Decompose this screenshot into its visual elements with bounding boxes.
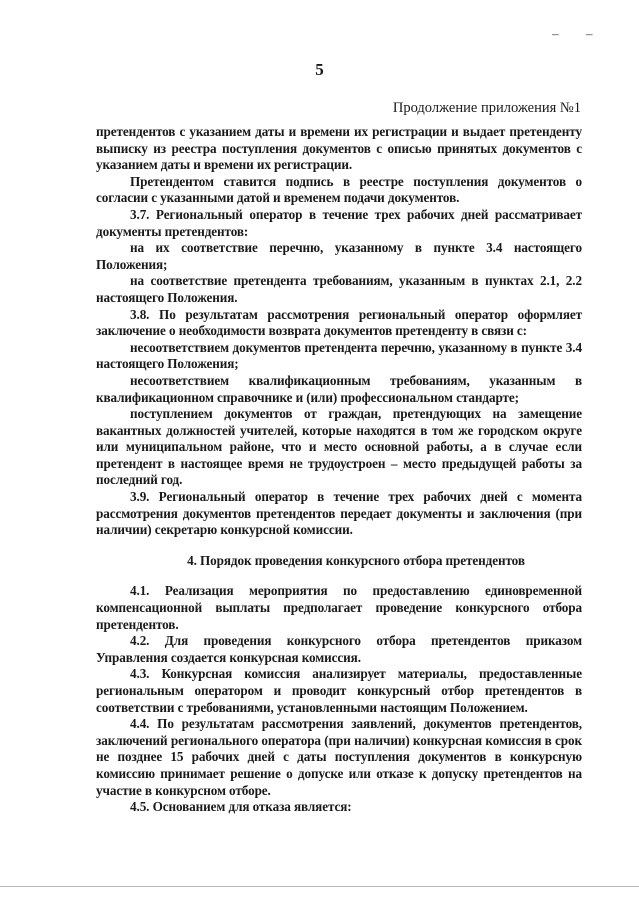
continuation-label: Продолжение приложения №1	[392, 100, 581, 116]
paragraph: 4.5. Основанием для отказа является:	[130, 799, 352, 815]
paragraph: 4.1. Реализация мероприятия по предоставлению единовременной компенсационной выплаты предполагает проведение конкурсного отбора претендентов.	[96, 583, 582, 632]
spacer	[96, 539, 582, 553]
page-number: 5	[315, 60, 324, 79]
paragraph: 4.4. По результатам рассмотрения заявлений, документов претендентов, заключений регионального оператора (при наличии) конкурсная комиссия в срок не позднее 15 рабочих дней с даты поступления документов в конкурсную комиссию принимает решение о допуске или отказе к допуску претендентов на участие в конкурсном отборе.	[96, 716, 582, 798]
corner-mark: –	[586, 26, 593, 41]
paragraph: 3.7. Региональный оператор в течение трех рабочих дней рассматривает документы претендентов:	[96, 206, 582, 239]
paragraph: поступлением документов от граждан, претендующих на замещение вакантных должностей учителей, которые находятся в том же городском округе или муниципальном районе, что и место основной работы, а в случае если претендент в настоящее время не трудоустроен – место предыдущей работы за последний год.	[96, 406, 582, 488]
paragraph: несоответствием квалификационным требованиям, указанным в квалификационном справочнике и (или) профессиональном стандарте;	[96, 372, 582, 405]
paragraph: на соответствие претендента требованиям, указанным в пунктах 2.1, 2.2 настоящего Положения.	[96, 273, 582, 305]
paragraph: 4.3. Конкурсная комиссия анализирует материалы, предоставленные региональным оператором и проводит конкурсный отбор претендентов в соответствии с требованиями, установленными настоящим Положением.	[96, 666, 582, 715]
spacer	[96, 569, 582, 583]
paragraph: 3.9. Региональный оператор в течение трех рабочих дней с момента рассмотрения документов претендентов передает документы и заключения (при наличии) секретарю конкурсной комиссии.	[96, 489, 582, 538]
document-body	[96, 124, 582, 816]
paragraph: Претендентом ставится подпись в реестре поступления документов о согласии с указанными датой и временем подачи документов.	[96, 173, 582, 206]
paragraph: на их соответствие перечню, указанному в пункте 3.4 настоящего Положения;	[96, 240, 582, 272]
paragraph: претендентов с указанием даты и времени их регистрации и выдает претенденту выписку из реестра поступления документов с описью принятых документов с указанием даты и времени их регистрации.	[96, 124, 582, 173]
paragraph: 3.8. По результатам рассмотрения региональный оператор оформляет заключение о необходимости возврата документов претенденту в связи с:	[96, 306, 582, 339]
section-heading: 4. Порядок проведения конкурсного отбора претендентов	[187, 552, 525, 568]
scan-edge-line	[0, 886, 639, 887]
paragraph: 4.2. Для проведения конкурсного отбора претендентов приказом Управления создается конкурсная комиссия.	[96, 633, 582, 665]
corner-mark: –	[552, 26, 559, 41]
paragraph: несоответствием документов претендента перечню, указанному в пункте 3.4 настоящего Положения;	[96, 339, 582, 372]
